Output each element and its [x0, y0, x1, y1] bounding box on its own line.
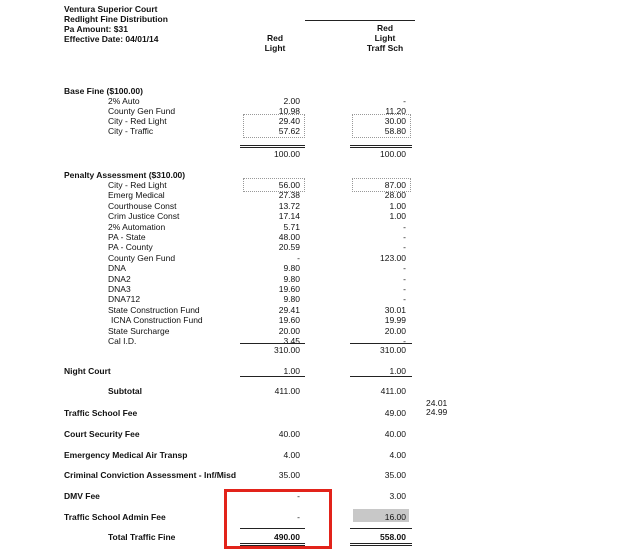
grand-total-underline-col2-double	[350, 545, 412, 546]
penalty-row-label: City - Red Light	[108, 180, 167, 190]
column-header-red-light-traffic-school: Red Light Traff Sch	[366, 23, 404, 53]
emergency-air-label: Emergency Medical Air Transp	[64, 450, 188, 460]
penalty-row-value-col2: 87.00	[384, 180, 406, 190]
penalty-row-value-col2: -	[403, 263, 406, 273]
row-value-col1: 10.98	[278, 106, 300, 116]
penalty-row-label: State Construction Fund	[108, 305, 200, 315]
total-rule-col2-double	[350, 147, 412, 148]
penalty-row-label: ICNA Construction Fund	[111, 315, 203, 325]
total-rule-col1	[240, 145, 305, 146]
night-court-col2: 1.00	[389, 366, 406, 376]
penalty-row-label: State Surcharge	[108, 326, 170, 336]
court-name: Ventura Superior Court	[64, 4, 158, 14]
ts-admin-fee-col2: 16.00	[384, 512, 406, 522]
penalty-row-value-col1: 13.72	[278, 201, 300, 211]
penalty-row-value-col2: 1.00	[389, 201, 406, 211]
traffic-school-fee-col2: 49.00	[384, 408, 406, 418]
court-security-fee-label: Court Security Fee	[64, 429, 140, 439]
night-court-rule-col2	[350, 376, 412, 377]
total-traffic-fine-col1: 490.00	[274, 532, 300, 542]
row-value-col2: 58.80	[384, 126, 406, 136]
base-fine-total-col2: 100.00	[380, 149, 406, 159]
penalty-assessment-title: Penalty Assessment ($310.00)	[64, 170, 186, 180]
penalty-row-value-col1: 56.00	[278, 180, 300, 190]
penalty-row-value-col1: 19.60	[278, 315, 300, 325]
side-note: 24.01	[426, 398, 448, 408]
penalty-row-value-col2: 30.01	[384, 305, 406, 315]
penalty-row-value-col1: 3.45	[283, 336, 300, 346]
penalty-row-label: Courthouse Const	[108, 201, 177, 211]
penalty-row-value-col2: -	[403, 294, 406, 304]
side-note: 24.99	[426, 407, 448, 417]
penalty-row-value-col1: 5.71	[283, 222, 300, 232]
effective-date: Effective Date: 04/01/14	[64, 34, 159, 44]
total-traffic-fine-col2: 558.00	[380, 532, 406, 542]
row-value-col2: -	[403, 96, 406, 106]
dmv-fee-col2: 3.00	[389, 491, 406, 501]
emergency-air-col2: 4.00	[389, 450, 406, 460]
row-label: City - Traffic	[108, 126, 154, 136]
row-value-col1: 2.00	[283, 96, 300, 106]
total-traffic-fine-label: Total Traffic Fine	[108, 532, 176, 542]
penalty-row-value-col2: -	[403, 284, 406, 294]
ts-admin-fee-label: Traffic School Admin Fee	[64, 512, 166, 522]
traffic-school-fee-label: Traffic School Fee	[64, 408, 138, 418]
penalty-row-value-col1: 9.80	[283, 294, 300, 304]
penalty-total-col2: 310.00	[380, 345, 406, 355]
court-security-fee-col1: 40.00	[278, 429, 300, 439]
penalty-row-label: PA - County	[108, 242, 153, 252]
penalty-row-label: 2% Automation	[108, 222, 166, 232]
penalty-row-value-col1: 48.00	[278, 232, 300, 242]
grand-total-rule-col2	[350, 528, 412, 529]
penalty-row-value-col2: 20.00	[384, 326, 406, 336]
column-header-red-light: Red Light	[264, 33, 286, 53]
penalty-row-value-col2: 19.99	[384, 315, 406, 325]
penalty-row-value-col1: 20.59	[278, 242, 300, 252]
criminal-conviction-col1: 35.00	[278, 470, 300, 480]
night-court-label: Night Court	[64, 366, 111, 376]
penalty-row-label: DNA3	[108, 284, 131, 294]
penalty-row-label: Crim Justice Const	[108, 211, 180, 221]
penalty-row-value-col1: 9.80	[283, 274, 300, 284]
base-fine-title: Base Fine ($100.00)	[64, 86, 143, 96]
penalty-total-rule-col1	[240, 343, 305, 344]
penalty-row-value-col2: -	[403, 274, 406, 284]
penalty-row-value-col2: -	[403, 242, 406, 252]
row-value-col2: 11.20	[385, 106, 406, 116]
criminal-conviction-label: Criminal Conviction Assessment - Inf/Misd	[64, 470, 237, 480]
night-court-col1: 1.00	[283, 366, 300, 376]
penalty-row-label: DNA	[108, 263, 126, 273]
criminal-conviction-col2: 35.00	[384, 470, 406, 480]
grand-total-underline-col2	[350, 543, 412, 544]
penalty-row-label: Cal I.D.	[108, 336, 137, 346]
subtotal-col2: 411.00	[380, 386, 406, 396]
night-court-rule-col1	[240, 376, 305, 377]
penalty-row-label: County Gen Fund	[108, 253, 176, 263]
penalty-row-value-col1: 29.41	[278, 305, 300, 315]
column-header-rule	[305, 20, 415, 21]
penalty-row-value-col2: -	[403, 232, 406, 242]
row-label: County Gen Fund	[108, 106, 176, 116]
red-highlight-box	[224, 489, 332, 549]
penalty-row-value-col1: 9.80	[283, 263, 300, 273]
document-title: Redlight Fine Distribution	[64, 14, 168, 24]
penalty-row-label: Emerg Medical	[108, 190, 165, 200]
penalty-row-label: DNA2	[108, 274, 131, 284]
penalty-row-value-col1: -	[297, 253, 300, 263]
court-security-fee-col2: 40.00	[384, 429, 406, 439]
penalty-row-value-col2: 28.00	[384, 190, 406, 200]
dmv-fee-label: DMV Fee	[64, 491, 100, 501]
dmv-fee-col1: -	[297, 491, 300, 501]
emergency-air-col1: 4.00	[283, 450, 300, 460]
row-label: City - Red Light	[108, 116, 167, 126]
row-value-col1: 29.40	[278, 116, 300, 126]
total-rule-col1-double	[240, 147, 305, 148]
base-fine-total-col1: 100.00	[274, 149, 300, 159]
penalty-row-value-col2: 123.00	[380, 253, 406, 263]
penalty-row-value-col1: 27.38	[278, 190, 300, 200]
penalty-total-col1: 310.00	[274, 345, 300, 355]
penalty-row-value-col1: 19.60	[278, 284, 300, 294]
row-value-col2: 30.00	[384, 116, 406, 126]
total-rule-col2	[350, 145, 412, 146]
penalty-row-value-col2: 1.00	[389, 211, 406, 221]
penalty-row-value-col2: -	[403, 222, 406, 232]
penalty-row-value-col1: 17.14	[278, 211, 300, 221]
penalty-row-label: PA - State	[108, 232, 146, 242]
subtotal-col1: 411.00	[274, 386, 300, 396]
penalty-row-value-col2: -	[403, 336, 406, 346]
subtotal-label: Subtotal	[108, 386, 142, 396]
ts-admin-fee-col1: -	[297, 512, 300, 522]
pa-amount: Pa Amount: $31	[64, 24, 128, 34]
penalty-total-rule-col2	[350, 343, 412, 344]
penalty-row-label: DNA712	[108, 294, 141, 304]
row-label: 2% Auto	[108, 96, 140, 106]
penalty-row-value-col1: 20.00	[278, 326, 300, 336]
row-value-col1: 57.62	[278, 126, 300, 136]
